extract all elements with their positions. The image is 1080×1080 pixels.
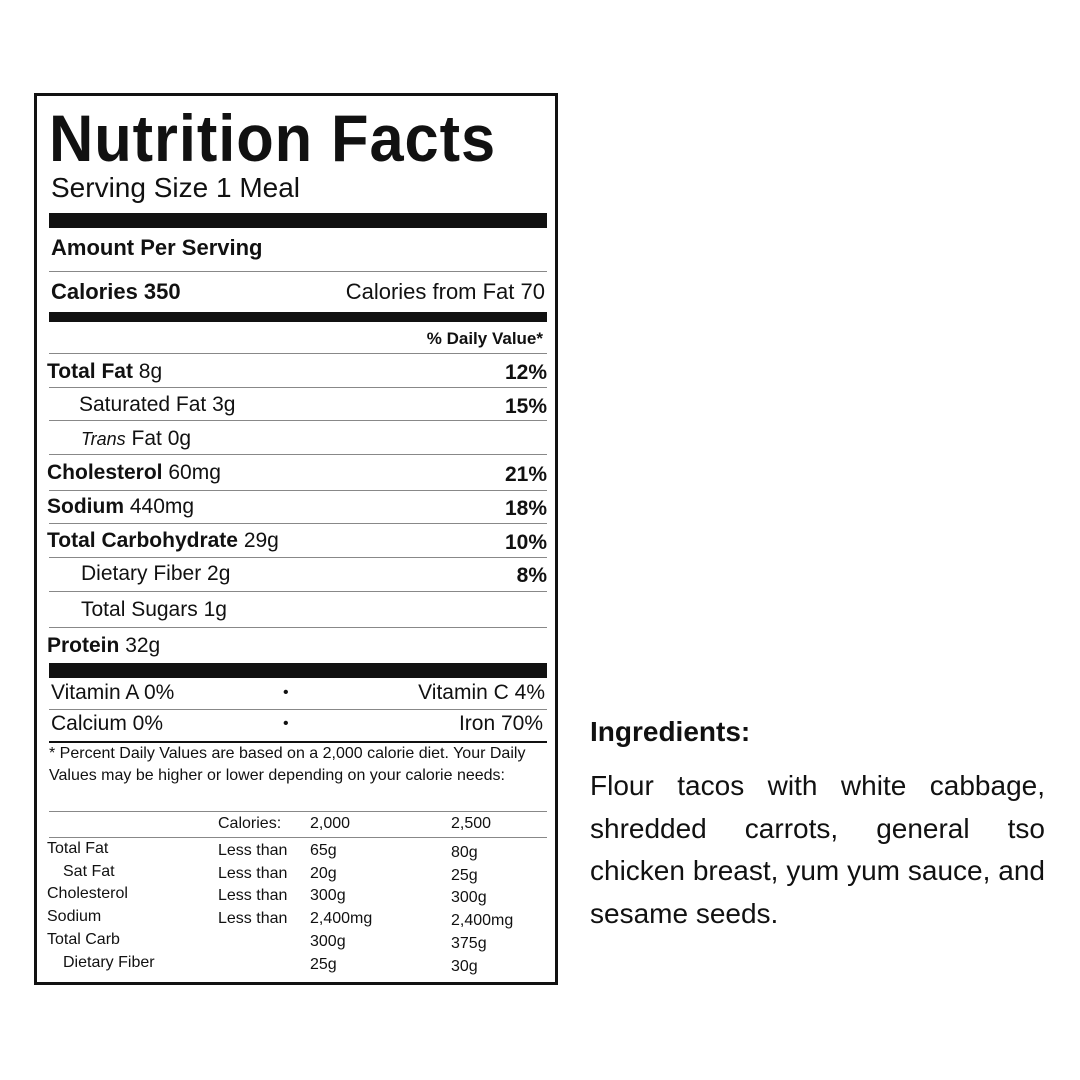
ref-row-name: Sat Fat (63, 862, 115, 880)
footnote: * Percent Daily Values are based on a 2,000 calorie diet. Your Daily Values may be higher or lower depending on your calorie needs: (49, 745, 526, 784)
ref-row-qualifier: Less than (218, 910, 288, 928)
nutrient-row-total-fat (47, 357, 162, 387)
divider (49, 420, 547, 421)
thick-divider (49, 663, 547, 678)
ref-row-qualifier: Less than (218, 842, 288, 859)
divider (49, 387, 547, 388)
nutrient-amount: 0g (167, 427, 192, 450)
nutrient-name: Dietary Fiber (81, 562, 202, 585)
nutrient-dv: 8% (516, 564, 547, 587)
divider (49, 271, 547, 272)
ingredients-title: Ingredients: (590, 716, 751, 747)
nutrient-amount: 440mg (129, 495, 195, 518)
ref-row-value: 375g (451, 934, 487, 952)
nutrient-row-cholesterol (47, 458, 221, 488)
ref-calories-label: Calories: (218, 815, 282, 832)
nutrient-dv: 21% (504, 463, 547, 486)
ref-row-value: 30g (451, 957, 478, 975)
ref-calories-2000: 2,000 (310, 815, 351, 832)
nutrient-row-protein (47, 631, 160, 661)
ref-row-value: 300g (451, 889, 487, 907)
ref-row-qualifier: Less than (218, 887, 288, 905)
nutrient-amount: 1g (203, 598, 227, 621)
ref-row-name: Total Carb (47, 930, 120, 948)
nutrient-row-trans-fat (81, 424, 191, 454)
nutrient-name: Cholesterol (47, 461, 163, 484)
ref-row-value: 2,400mg (310, 910, 373, 928)
ref-row-value: 80g (451, 844, 478, 861)
calories: Calories 350 (51, 279, 181, 304)
nutrient-amount: 3g (212, 393, 236, 416)
nutrient-dv: 10% (504, 531, 547, 554)
divider (49, 811, 547, 812)
ref-row-name: Dietary Fiber (63, 953, 155, 971)
ref-table-qualifiers (218, 840, 287, 931)
vitamin-a: Vitamin A 0% (51, 681, 175, 704)
nutrient-amount: 8g (138, 360, 163, 383)
nutrient-row-total-sugars (81, 595, 227, 625)
nutrient-name: Total Sugars (81, 598, 198, 621)
ref-calories-2500: 2,500 (451, 815, 492, 832)
divider (49, 490, 547, 491)
divider (49, 627, 547, 628)
nutrient-name: Sodium (47, 495, 124, 518)
ref-row-value: 25g (451, 866, 478, 884)
nutrient-row-saturated-fat (79, 390, 235, 420)
ingredients-section (590, 712, 1045, 935)
ingredients-text: Flour tacos with white cabbage, shredded carrots, general tso chicken breast, yum yum sauce, and sesame seeds. (590, 770, 1045, 929)
medium-divider (49, 312, 547, 322)
calcium: Calcium 0% (51, 712, 164, 735)
nutrient-name-rest: Fat (131, 427, 162, 450)
divider (49, 557, 547, 558)
nutrient-dv: 12% (504, 361, 547, 384)
nutrient-name: Saturated Fat (79, 393, 207, 416)
label-title: Nutrition Facts (49, 101, 497, 175)
nutrient-name: Protein (47, 634, 120, 657)
ref-row-value: 20g (310, 864, 337, 882)
ref-row-qualifier: Less than (218, 864, 288, 882)
amount-per-serving: Amount Per Serving (51, 235, 263, 260)
nutrient-amount: 60mg (168, 461, 221, 484)
separator-dot: • (283, 715, 289, 732)
nutrient-name: Trans (81, 429, 126, 449)
nutrition-facts-label (34, 93, 558, 985)
nutrient-row-dietary-fiber (81, 559, 230, 589)
nutrient-row-total-carbohydrate (47, 526, 279, 556)
nutrient-name: Total Fat (47, 360, 133, 383)
ref-row-name: Sodium (47, 908, 102, 926)
ref-row-value: 25g (310, 955, 337, 973)
divider (49, 454, 547, 455)
iron: Iron 70% (458, 712, 543, 735)
ref-row-value: 2,400mg (451, 912, 514, 930)
nutrient-name: Total Carbohydrate (47, 529, 238, 552)
ref-table-col-2500 (451, 842, 513, 978)
nutrient-amount: 2g (207, 562, 231, 585)
separator-dot: • (283, 684, 289, 701)
nutrient-amount: 32g (125, 634, 161, 657)
serving-size: Serving Size 1 Meal (51, 172, 301, 203)
nutrient-dv: 15% (504, 395, 547, 418)
ref-row-value: 300g (310, 887, 346, 905)
ref-table-names (47, 838, 155, 974)
ref-row-name: Total Fat (47, 840, 109, 857)
calories-from-fat: Calories from Fat 70 (345, 279, 545, 304)
vitamin-c: Vitamin C 4% (418, 681, 545, 704)
nutrient-dv: 18% (504, 497, 547, 520)
divider (49, 523, 547, 524)
daily-value-header: % Daily Value* (426, 329, 543, 348)
nutrient-row-sodium (47, 492, 194, 522)
nutrient-amount: 29g (243, 529, 279, 552)
ref-table-col-2000 (310, 840, 372, 976)
ref-row-name: Cholesterol (47, 885, 128, 903)
thick-divider (49, 213, 547, 228)
ref-row-value: 300g (310, 932, 346, 950)
divider (49, 591, 547, 592)
divider (49, 353, 547, 354)
ref-row-value: 65g (310, 842, 337, 859)
